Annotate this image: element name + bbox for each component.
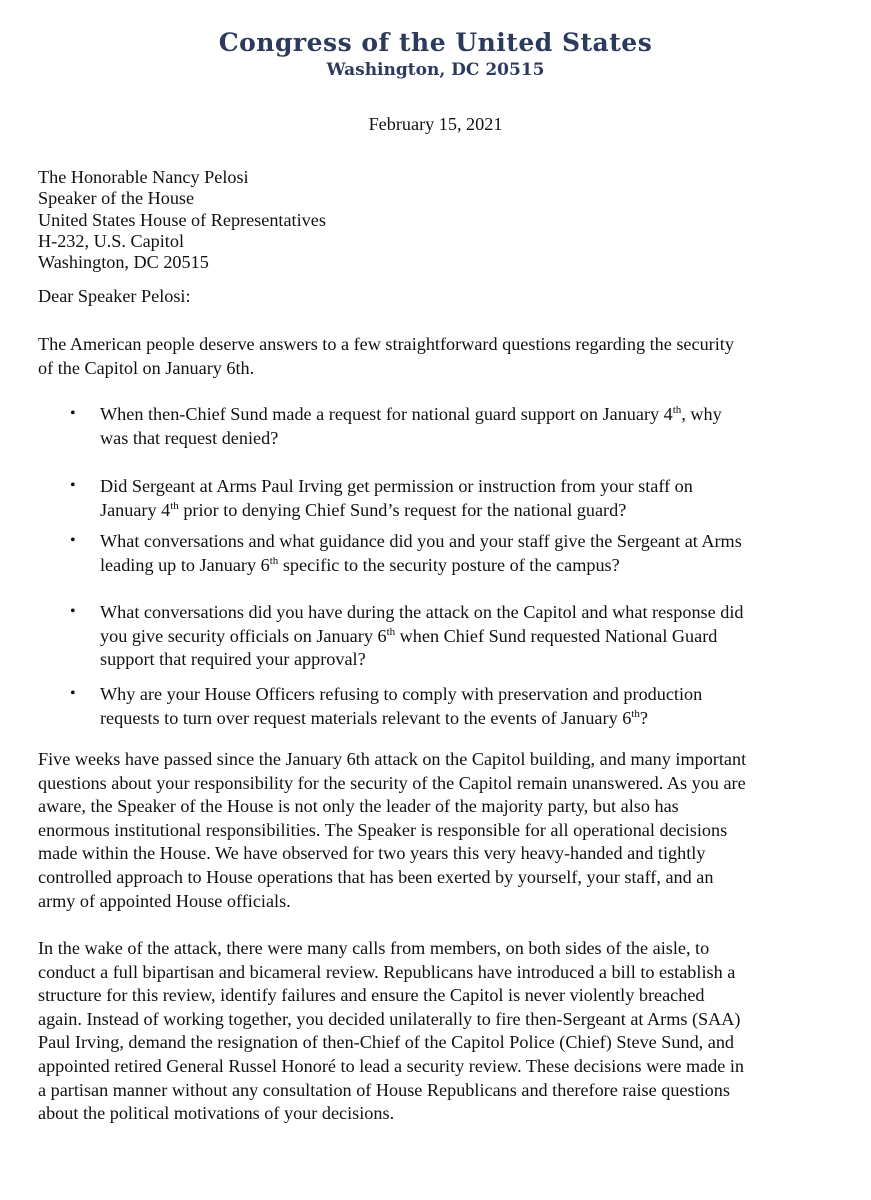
text-line: Did Sergeant at Arms Paul Irving get permission or instruction from your staff on (100, 476, 693, 496)
text-line: you give security officials on January 6th when Chief Sund requested National Guard (100, 625, 718, 646)
superscript: th (631, 707, 640, 720)
text-line: January 4th prior to denying Chief Sund’s request for the national guard? (100, 499, 627, 520)
letter-date: February 15, 2021 (368, 114, 503, 134)
text-line: The American people deserve answers to a few straightforward questions regarding the security (38, 334, 734, 354)
address-line: United States House of Representatives (38, 209, 326, 230)
text-line: Paul Irving, demand the resignation of then-Chief of the Capitol Police (Chief) Steve Sund, and (38, 1032, 735, 1053)
superscript: th (269, 554, 279, 567)
text-line: army of appointed House officials. (38, 890, 291, 911)
text-line: was that request denied? (100, 427, 279, 448)
text-line: made within the House. We have observed for two years this very heavy-handed and tightly (38, 843, 706, 864)
text-line: In the wake of the attack, there were many calls from members, on both sides of the aisle, to (38, 938, 710, 958)
text-line: controlled approach to House operations that has been exerted by yourself, your staff, and an (38, 866, 714, 887)
letterhead-subtitle: Washington, DC 20515 (326, 60, 545, 80)
bullet-icon: • (70, 685, 76, 702)
text-line: Why are your House Officers refusing to comply with preservation and production (100, 684, 703, 704)
bullet-question (100, 403, 722, 450)
text-line: leading up to January 6th specific to the security posture of the campus? (100, 554, 620, 575)
bullet-icon: • (70, 532, 76, 549)
bullet-question (100, 530, 742, 577)
text-line: of the Capitol on January 6th. (38, 357, 255, 378)
superscript: th (386, 625, 396, 638)
text-line: When then-Chief Sund made a request for national guard support on January 4th, why (100, 404, 722, 424)
bullet-icon: • (70, 477, 76, 494)
recipient-address (38, 167, 326, 273)
address-line: Washington, DC 20515 (38, 252, 209, 273)
address-line: Speaker of the House (38, 188, 195, 209)
address-line: H-232, U.S. Capitol (38, 230, 185, 251)
text-line: questions about your responsibility for the security of the Capitol remain unanswered. As you are (38, 772, 746, 793)
text-line: appointed retired General Russel Honoré to lead a security review. These decisions were made in (38, 1055, 745, 1076)
bullet-question (100, 475, 693, 522)
text-line: requests to turn over request materials relevant to the events of January 6th? (100, 707, 648, 728)
salutation: Dear Speaker Pelosi: (38, 286, 191, 306)
superscript: th (170, 499, 179, 512)
bullet-icon: • (70, 603, 76, 620)
text-line: structure for this review, identify failures and ensure the Capitol is never violently breached (38, 985, 705, 1006)
text-line: about the political motivations of your decisions. (38, 1103, 395, 1124)
text-line: enormous institutional responsibilities. The Speaker is responsible for all operational decisions (38, 819, 728, 840)
text-line: What conversations did you have during the attack on the Capitol and what response did (100, 602, 744, 622)
bullet-question (100, 601, 743, 672)
text-line: support that required your approval? (100, 649, 366, 670)
letterhead-title: Congress of the United States (218, 28, 653, 57)
text-line: aware, the Speaker of the House is not only the leader of the majority party, but also has (38, 796, 679, 817)
address-line: The Honorable Nancy Pelosi (38, 167, 249, 187)
body-paragraph (38, 748, 746, 913)
text-line: a partisan manner without any consultation of House Republicans and therefore raise questions (38, 1079, 730, 1100)
text-line: What conversations and what guidance did you and your staff give the Sergeant at Arms (100, 531, 742, 551)
body-paragraph (38, 937, 744, 1126)
text-line: Five weeks have passed since the January 6th attack on the Capitol building, and many important (38, 749, 747, 769)
text-line: again. Instead of working together, you decided unilaterally to fire then-Sergeant at Arms (SAA) (38, 1008, 741, 1029)
superscript: th (672, 404, 682, 416)
bullet-question (100, 683, 702, 730)
intro-paragraph (38, 333, 734, 380)
text-line: conduct a full bipartisan and bicameral review. Republicans have introduced a bill to establish a (38, 961, 736, 982)
bullet-icon: • (70, 405, 76, 422)
